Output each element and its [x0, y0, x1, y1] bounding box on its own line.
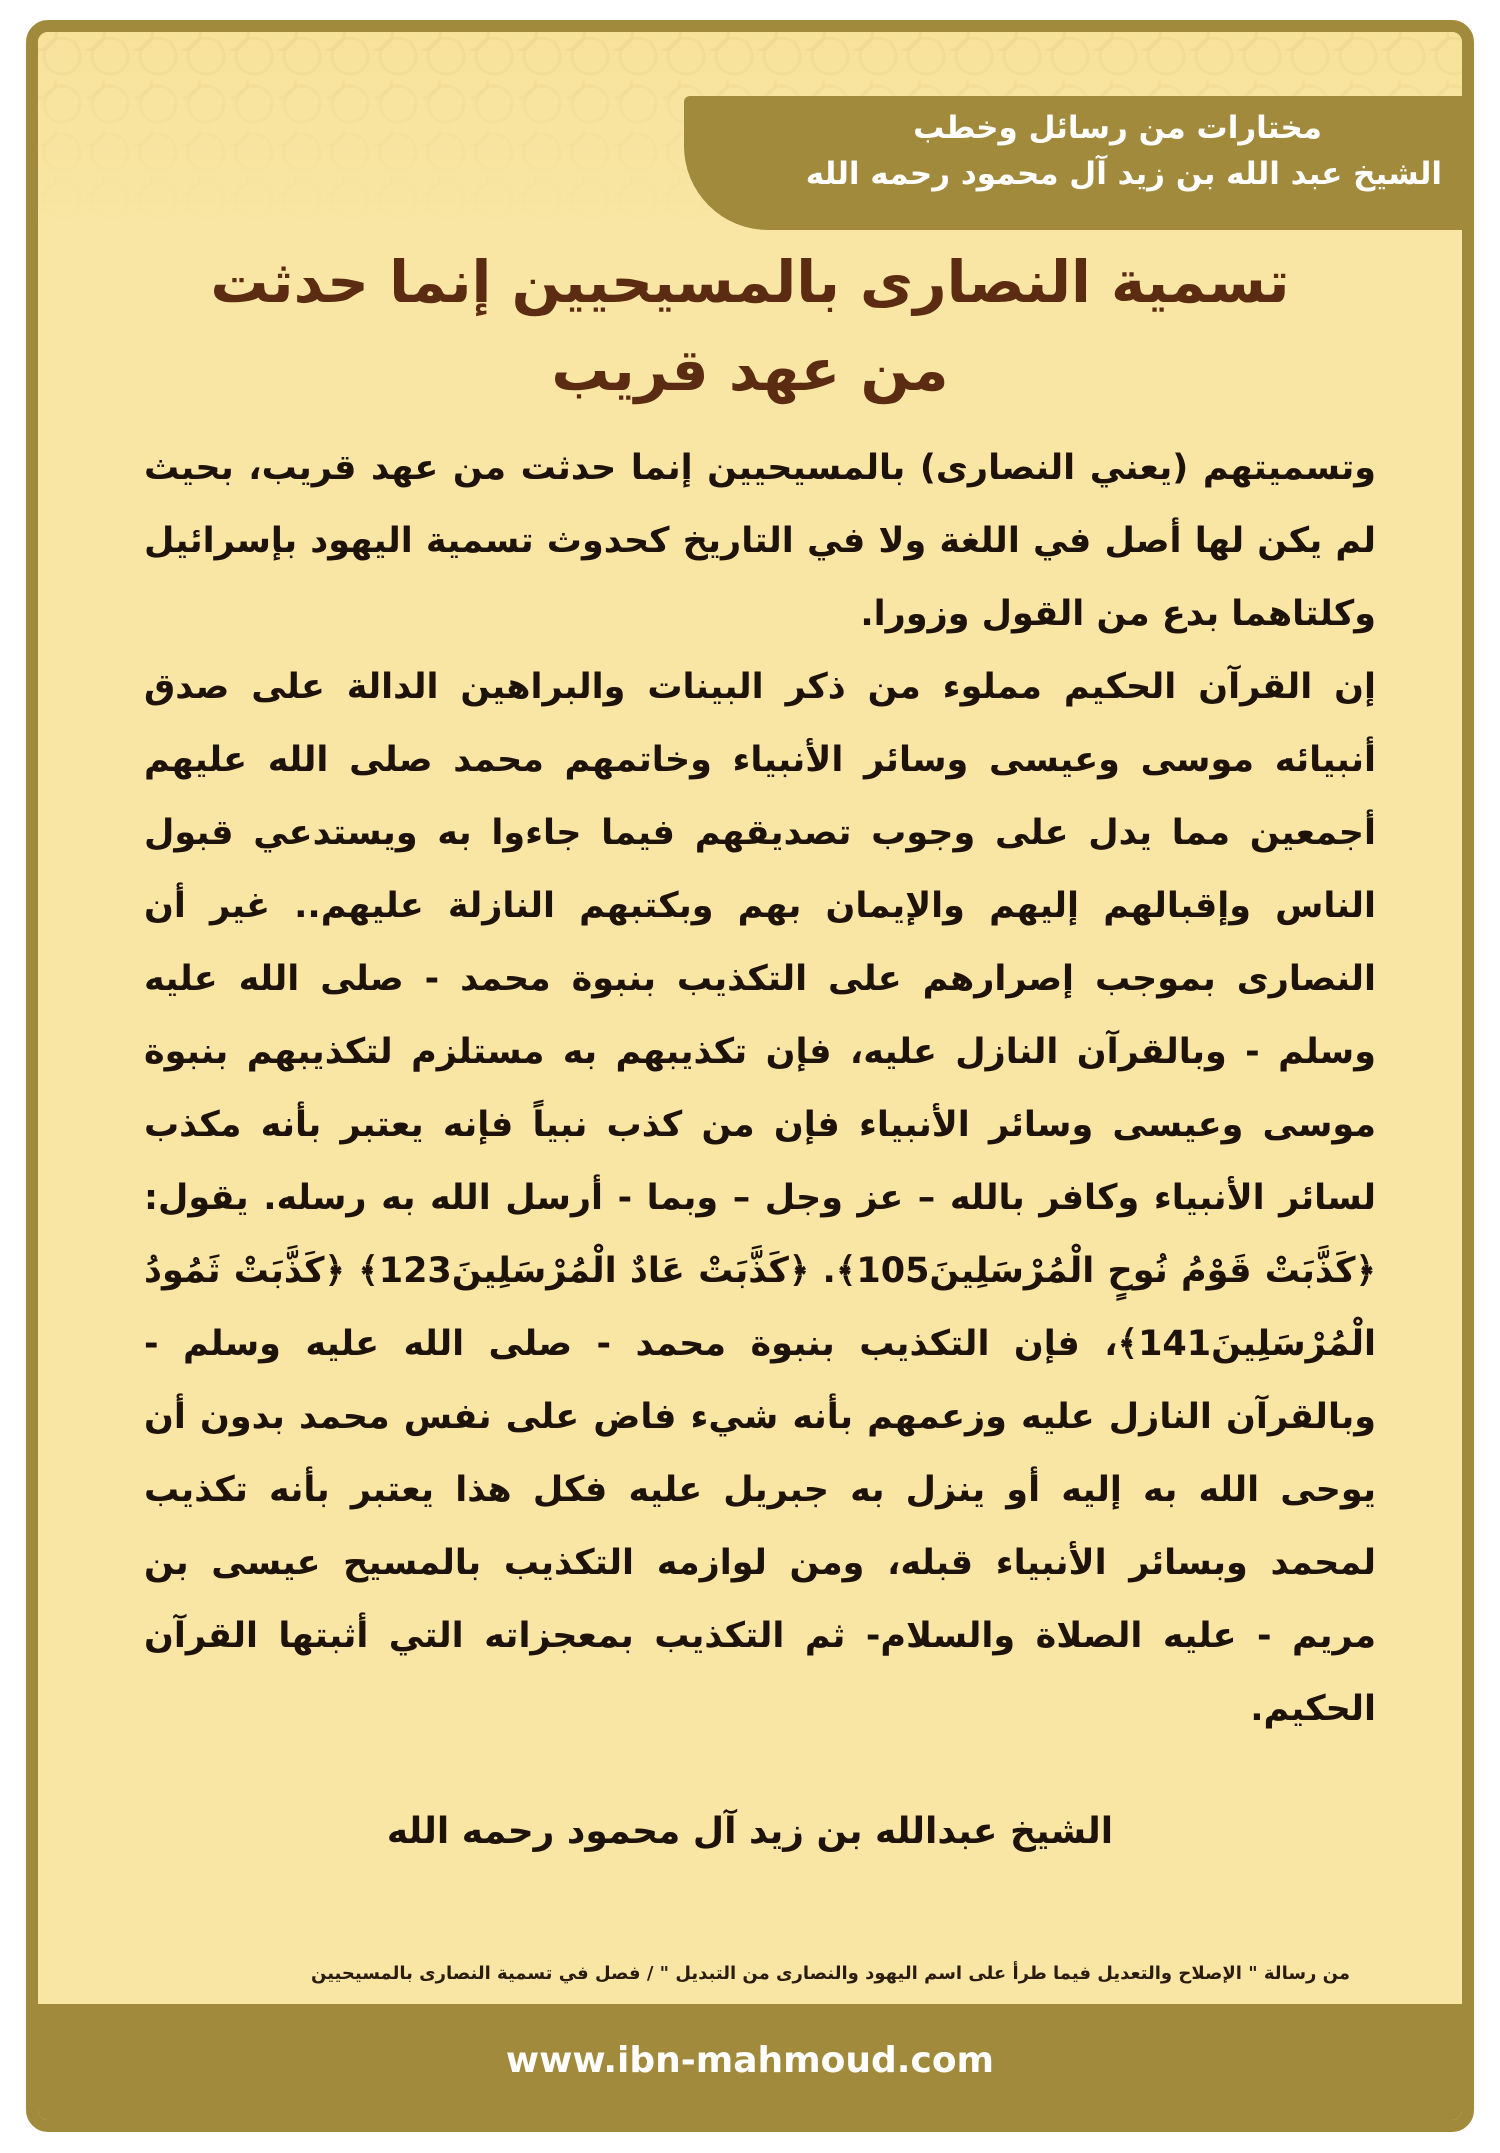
- paragraph: إن القرآن الحكيم مملوء من ذكر البينات والبراهين الدالة على صدق أنبيائه موسى وعيسى وسائر الأنبياء وخاتمهم محمد صلى الله عليهم أجمعين مما يدل على وجوب تصديقهم فيما جاءوا به ويستدعي قبول الناس وإقبالهم إليهم والإيمان بهم وبكتبهم النازلة عليهم.. غير أن النصارى بموجب إصرارهم على التكذيب بنبوة محمد - صلى الله عليه وسلم - وبالقرآن النازل عليه، فإن تكذيبهم به مستلزم لتكذيبهم بنبوة موسى وعيسى وسائر الأنبياء فإن من كذب نبياً فإنه يعتبر بأنه مكذب لسائر الأنبياء وكافر بالله – عز وجل – وبما - أرسل الله به رسله. يقول: ﴿كَذَّبَتْ قَوْمُ نُوحٍ الْمُرْسَلِينَ105﴾. ﴿كَذَّبَتْ عَادٌ الْمُرْسَلِينَ123﴾ ﴿كَذَّبَتْ ثَمُودُ الْمُرْسَلِينَ141﴾، فإن التكذيب بنبوة محمد - صلى الله عليه وسلم - وبالقرآن النازل عليه وزعمهم بأنه شيء فاض على نفس محمد بدون أن يوحى الله به إليه أو ينزل به جبريل عليه فكل هذا يعتبر بأنه تكذيب لمحمد وبسائر الأنبياء قبله، ومن لوازمه التكذيب بالمسيح عيسى بن مريم - عليه الصلاة والسلام- ثم التكذيب بمعجزاته التي أثبتها القرآن الحكيم.: [144, 667, 1377, 1729]
- footer-bar: [38, 2004, 1462, 2120]
- website-link[interactable]: www.ibn-mahmoud.com: [505, 2040, 995, 2081]
- article-body: [144, 432, 1376, 1746]
- page-title: تسمية النصارى بالمسيحيين إنما حدثت من عهد قريب: [210, 248, 1290, 404]
- source-citation: من رسالة " الإصلاح والتعديل فيما طرأ على اسم اليهود والنصارى من التبديل " / فصل في تسمية النصارى بالمسيحيين: [311, 1963, 1350, 1984]
- author-signature: الشيخ عبدالله بن زيد آل محمود رحمه الله: [386, 1811, 1114, 1852]
- paragraph: وتسميتهم (يعني النصارى) بالمسيحيين إنما حدثت من عهد قريب، بحيث لم يكن لها أصل في اللغة ولا في التاريخ كحدوث تسمية اليهود بإسرائيل وكلتاهما بدع من القول وزورا.: [144, 448, 1376, 634]
- series-title: مختارات من رسائل وخطب: [913, 110, 1322, 146]
- page-frame: [26, 20, 1474, 2132]
- header-banner: [684, 96, 1462, 230]
- author-header: الشيخ عبد الله بن زيد آل محمود رحمه الله: [805, 156, 1442, 192]
